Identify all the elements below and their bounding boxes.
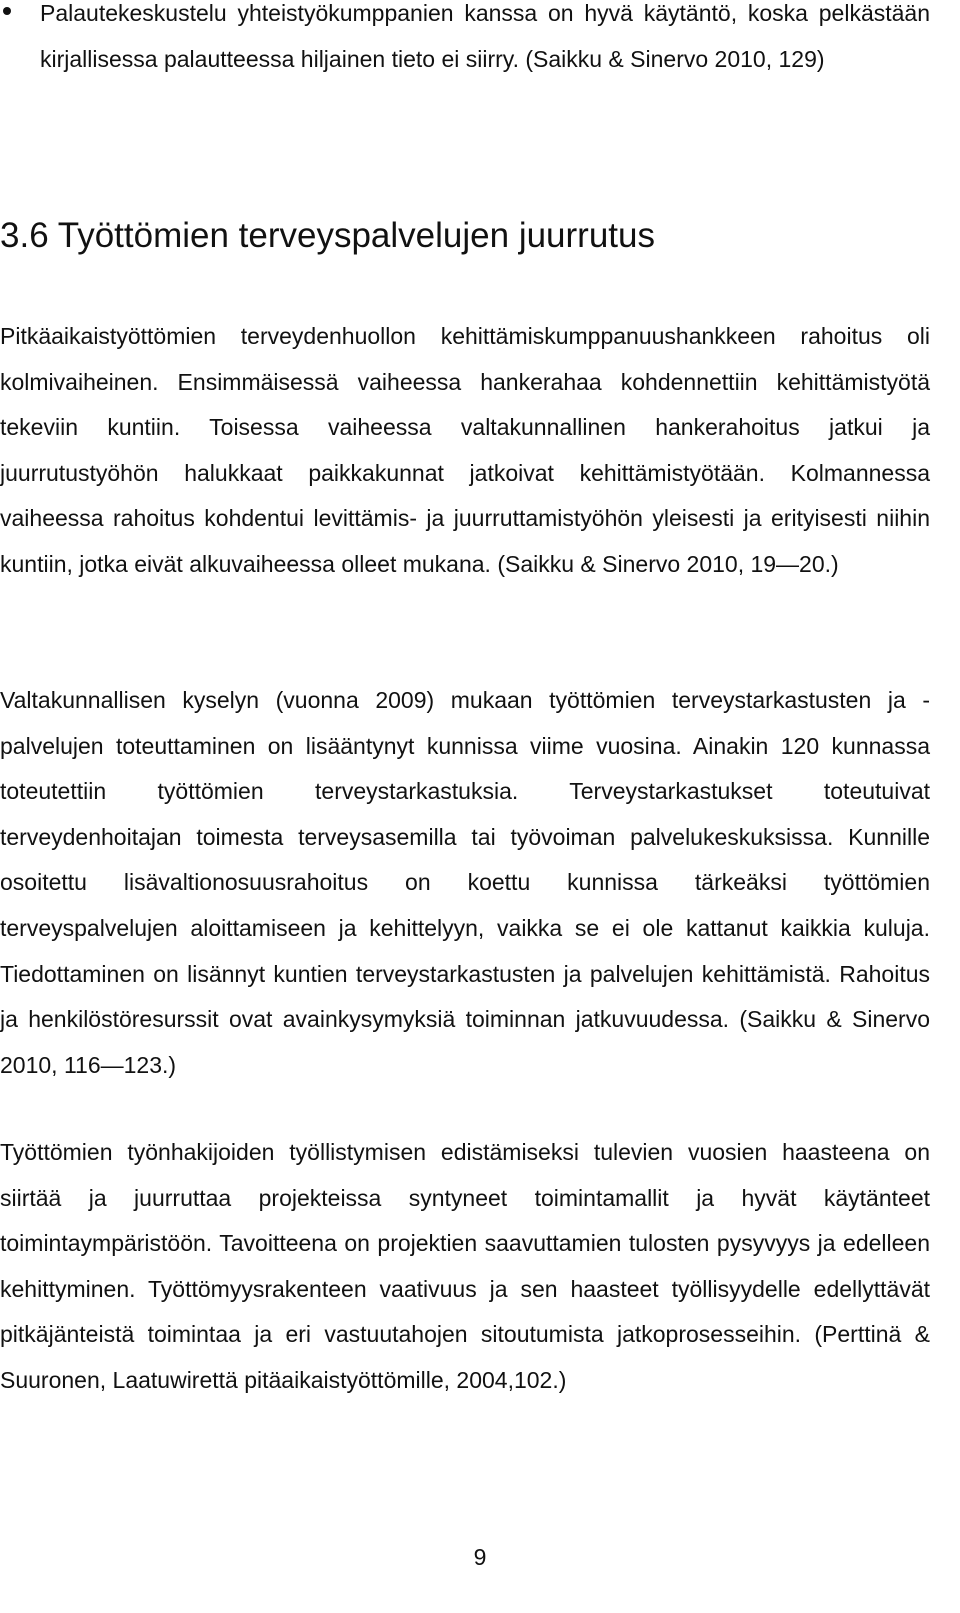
- body-paragraph: Pitkäaikaistyöttömien terveydenhuollon kehittämiskumppanuushankkeen rahoitus oli kolmivaiheinen. Ensimmäisessä vaiheessa hankerahaa kohdennettiin kehittämistyötä tekeviin kuntiin. Toisessa vaiheessa valtakunnallinen hankerahoitus jatkui ja juurrutustyöhön halukkaat paikkakunnat jatkoivat kehittämistyötään. Kolmannessa vaiheessa rahoitus kohdentui levittämis- ja juurruttamistyöhön yleisesti ja erityisesti niihin kuntiin, jotka eivät alkuvaiheessa olleet mukana. (Saikku & Sinervo 2010, 19—20.): [0, 323, 930, 577]
- body-paragraph: Valtakunnallisen kyselyn (vuonna 2009) mukaan työttömien terveystarkastusten ja -palvelujen toteuttaminen on lisääntynyt kunnissa viime vuosina. Ainakin 120 kunnassa toteutettiin työttömien terveystarkastuksia. Terveystarkastukset toteutuivat terveydenhoitajan toimesta terveysasemilla tai työvoiman palvelukeskuksissa. Kunnille osoitettu lisävaltionosuusrahoitus on koettu kunnissa tärkeäksi työttömien terveyspalvelujen aloittamiseen ja kehittelyyn, vaikka se ei ole kattanut kaikkia kuluja. Tiedottaminen on lisännyt kuntien terveystarkastusten ja palvelujen kehittämistä. Rahoitus ja henkilöstöresurssit ovat avainkysymyksiä toiminnan jatkuvuudessa. (Saikku & Sinervo 2010, 116—123.): [0, 687, 930, 1078]
- page-number: 9: [473, 1544, 487, 1570]
- section-heading: 3.6 Työttömien terveyspalvelujen juurrutus: [0, 216, 655, 255]
- body-paragraph: Työttömien työnhakijoiden työllistymisen edistämiseksi tulevien vuosien haasteena on siirtää ja juurruttaa projekteissa syntyneet toimintamallit ja hyvät käytänteet toimintaympäristöön. Tavoitteena on projektien saavuttamien tulosten pysyvyys ja edelleen kehittyminen. Työttömyysrakenteen vaativuus ja sen haasteet työllisyydelle edellyttävät pitkäjänteistä toimintaa ja eri vastuutahojen sitoutumista jatkoprosesseihin. (Perttinä & Suuronen, Laatuwirettä pitäaikaistyöttömille, 2004,102.): [0, 1139, 930, 1393]
- bullet-list: [0, 0, 930, 82]
- bullet-text: Palautekeskustelu yhteistyökumppanien kanssa on hyvä käytäntö, koska pelkästään kirjallisessa palautteessa hiljainen tieto ei siirry. (Saikku & Sinervo 2010, 129): [40, 0, 930, 72]
- bullet-item: [0, 0, 930, 82]
- bullet-dot-icon: [3, 7, 11, 15]
